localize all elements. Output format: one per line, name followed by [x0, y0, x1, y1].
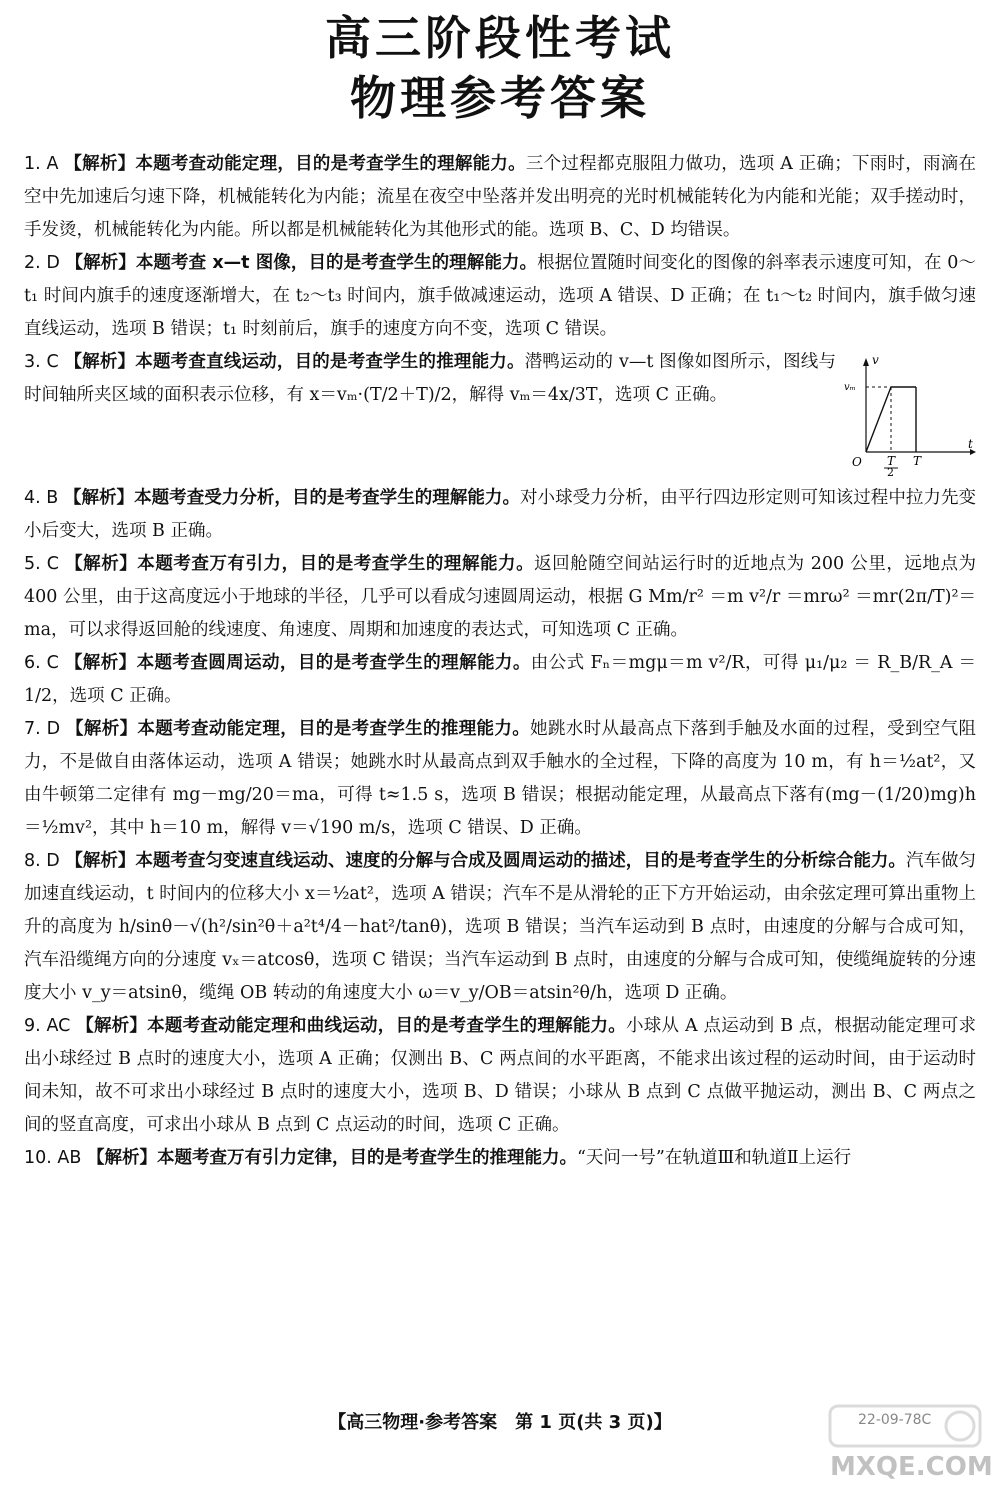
analysis-body: 她跳水时从最高点下落到手触及水面的过程，受到空气阻力，不是做自由落体运动，选项 A 错误；她跳水时从最高点到双手触水的全过程，下降的高度为 10 m，有 h＝½at²，又由牛顿第二定律有 mg－mg/20＝ma，可得 t≈1.5 s，选项 B 错误；根据动能定理，从最高点下落有(mg－(1/20)mg)h＝½mv²，其中 h＝10 m，解得 v＝√190 m/s，选项 C 错误、D 正确。 — [24, 719, 976, 838]
answer-item-2 — [24, 247, 976, 346]
analysis-lead: 本题考查圆周运动，目的是考查学生的理解能力。 — [136, 653, 531, 673]
answer-item-3 — [24, 346, 976, 482]
answer-item-9 — [24, 1010, 976, 1142]
answer-number: 6. C — [24, 653, 59, 673]
answer-number: 5. C — [24, 554, 60, 574]
analysis-tag: 【解析】 — [76, 1016, 148, 1036]
analysis-tag: 【解析】 — [66, 719, 138, 739]
analysis-lead: 本题考查万有引力定律，目的是考查学生的推理能力。 — [156, 1148, 577, 1168]
analysis-tag: 【解析】 — [64, 653, 137, 673]
t-axis-label: t — [968, 437, 973, 451]
accel-segment — [866, 387, 891, 452]
answer-item-7 — [24, 713, 976, 845]
analysis-body: 三个过程都克服阻力做功，选项 A 正确；下雨时，雨滴在空中先加速后匀速下降，机械能转化为内能；流星在夜空中坠落并发出明亮的光时机械能转化为内能和光能；双手搓动时，手发烫，机械能转化为内能。所以都是机械能转化为其他形式的能。选项 B、C、D 均错误。 — [24, 154, 976, 240]
analysis-tag: 【解析】 — [64, 352, 136, 372]
analysis-tag: 【解析】 — [65, 554, 138, 574]
answer-number: 9. AC — [24, 1016, 71, 1036]
v-axis-label: v — [872, 353, 879, 367]
analysis-body: 汽车做匀加速直线运动，t 时间内的位移大小 x＝½at²，选项 A 错误；汽车不是从滑轮的正下方开始运动，由余弦定理可算出重物上升的高度为 h/sinθ－√(h²/sin²θ＋a²t⁴/4－hat²/tanθ)，选项 B 错误；当汽车运动到 B 点时，由速度的分解与合成可知，汽车沿缆绳方向的分速度 vₓ＝atcosθ，选项 C 错误；当汽车运动到 B 点时，由速度的分解与合成可知，使缆绳旋转的分速度大小 v_y＝atsinθ，缆绳 OB 转动的角速度大小 ω＝v_y/OB＝atsin²θ/h，选项 D 正确。 — [24, 851, 976, 1003]
answer-number: 7. D — [24, 719, 61, 739]
analysis-lead: 本题考查匀变速直线运动、速度的分解与合成及圆周运动的描述，目的是考查学生的分析综合能力。 — [135, 851, 906, 871]
analysis-body: “天问一号”在轨道Ⅲ和轨道Ⅱ上运行 — [576, 1148, 852, 1168]
analysis-body: 潜鸭运动的 v—t 图像如图所示，图线与时间轴所夹区域的面积表示位移，有 x＝vₘ·(T/2＋T)/2，解得 vₘ＝4x/3T，选项 C 正确。 — [24, 352, 836, 405]
answer-list — [24, 148, 976, 1175]
answer-item-5 — [24, 548, 976, 647]
answer-number: 3. C — [24, 352, 59, 372]
analysis-body: 由公式 Fₙ＝mgμ＝m v²/R，可得 μ₁/μ₂ ＝ R_B/R_A ＝ 1/2，选项 C 正确。 — [24, 653, 977, 706]
analysis-tag: 【解析】 — [63, 488, 135, 508]
answer-item-4 — [24, 482, 976, 548]
answer-number: 4. B — [24, 488, 59, 508]
v-axis-arrow-icon — [863, 358, 869, 366]
T-label: T — [913, 454, 922, 468]
answer-number: 1. A — [24, 154, 59, 174]
page-title: 高三阶段性考试 — [325, 11, 675, 65]
analysis-lead: 本题考查动能定理和曲线运动，目的是考查学生的理解能力。 — [147, 1016, 627, 1036]
analysis-lead: 本题考查 x—t 图像，目的是考查学生的理解能力。 — [135, 253, 538, 273]
watermark-text: MXQE.COM — [830, 1452, 993, 1482]
answer-number: 2. D — [24, 253, 60, 273]
answer-item-8 — [24, 845, 976, 1010]
analysis-body: 小球从 A 点运动到 B 点，根据动能定理可求出小球经过 B 点时的速度大小，选项 A 正确；仅测出 B、C 两点间的水平距离，不能求出该过程的运动时间，由于运动时间未知，故不可求出小球经过 B 点时的速度大小，选项 B、D 错误；小球从 B 点到 C 点做平抛运动，测出 B、C 两点之间的竖直高度，可求出小球从 B 点到 C 点运动的时间，选项 C 正确。 — [24, 1016, 977, 1135]
page-subtitle: 物理参考答案 — [350, 71, 650, 125]
vm-label: vₘ — [844, 382, 856, 393]
half-T-numerator: T — [887, 454, 896, 468]
exam-code: 22-09-78C — [858, 1412, 932, 1428]
analysis-tag: 【解析】 — [86, 1148, 157, 1168]
answer-number: 8. D — [24, 851, 60, 871]
analysis-tag: 【解析】 — [64, 154, 136, 174]
analysis-lead: 本题考查直线运动，目的是考查学生的推理能力。 — [135, 352, 525, 372]
analysis-body: 根据位置随时间变化的图像的斜率表示速度可知，在 0～t₁ 时间内旗手的速度逐渐增大，在 t₂～t₃ 时间内，旗手做减速运动，选项 A 错误、D 正确；在 t₁～t₂ 时间内，旗手做匀速直线运动，选项 B 错误；t₁ 时刻前后，旗手的速度方向不变，选项 C 错误。 — [24, 253, 976, 339]
answer-item-6 — [24, 647, 976, 713]
answer-number: 10. AB — [24, 1148, 82, 1168]
analysis-tag: 【解析】 — [65, 253, 136, 273]
analysis-body: 返回舱随空间站运行时的近地点为 200 公里，远地点为 400 公里，由于这高度远小于地球的半径，几乎可以看成匀速圆周运动，根据 G Mm/r² ＝m v²/r ＝mrω² ＝mr(2π/T)²＝ma，可以求得返回舱的线速度、角速度、周期和加速度的表达式，可知选项 C 正确。 — [24, 554, 977, 640]
answer-item-10 — [24, 1142, 976, 1175]
analysis-lead: 本题考查受力分析，目的是考查学生的理解能力。 — [134, 488, 520, 508]
analysis-tag: 【解析】 — [65, 851, 136, 871]
v-t-graph — [836, 352, 976, 477]
analysis-lead: 本题考查动能定理，目的是考查学生的推理能力。 — [137, 719, 531, 739]
answer-item-1 — [24, 148, 976, 247]
analysis-lead: 本题考查万有引力，目的是考查学生的理解能力。 — [137, 554, 535, 574]
analysis-body: 对小球受力分析，由平行四边形定则可知该过程中拉力先变小后变大，选项 B 正确。 — [24, 488, 977, 541]
page-footer: 【高三物理·参考答案 第 1 页(共 3 页)】 — [328, 1412, 672, 1433]
origin-label: O — [852, 455, 862, 469]
analysis-lead: 本题考查动能定理，目的是考查学生的理解能力。 — [135, 154, 526, 174]
half-T-denominator: 2 — [887, 466, 894, 477]
